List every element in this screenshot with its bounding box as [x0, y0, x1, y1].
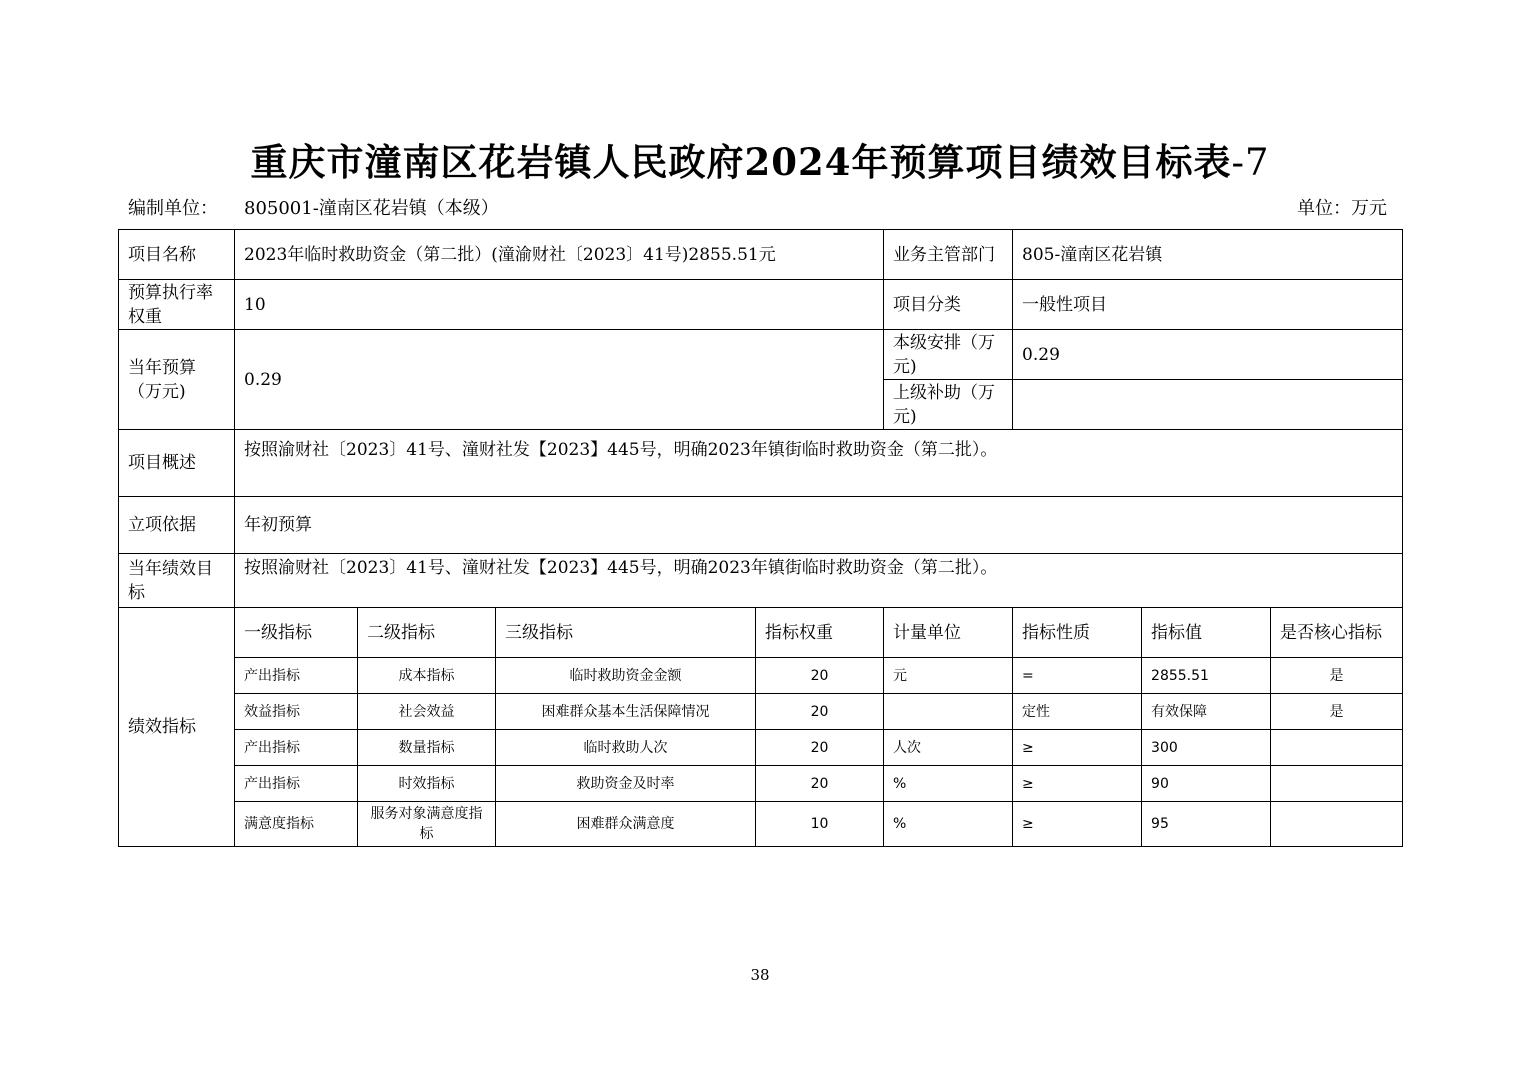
cell-level3: 临时救助人次 — [496, 730, 756, 766]
local-value: 0.29 — [1013, 330, 1403, 380]
cell-level3: 临时救助资金金额 — [496, 658, 756, 694]
header-unit: 计量单位 — [884, 608, 1013, 658]
cell-level3: 困难群众满意度 — [496, 802, 756, 847]
header-weight: 指标权重 — [756, 608, 884, 658]
page-title — [0, 132, 1520, 186]
subsidy-value — [1013, 380, 1403, 430]
cell-nature: ≥ — [1013, 730, 1142, 766]
performance-table — [118, 229, 1403, 847]
category-label: 项目分类 — [884, 280, 1013, 330]
org-line — [128, 194, 499, 220]
cell-level3: 困难群众基本生活保障情况 — [496, 694, 756, 730]
cell-nature: ≥ — [1013, 766, 1142, 802]
budget-label: 当年预算（万元) — [119, 330, 235, 430]
title-main: 重庆市潼南区花岩镇人民政府2024年预算项目绩效目标表 — [250, 140, 1232, 184]
cell-level1: 产出指标 — [235, 766, 358, 802]
cell-level1: 满意度指标 — [235, 802, 358, 847]
goal-value: 按照渝财社〔2023〕41号、潼财社发【2023】445号，明确2023年镇街临时救助资金（第二批）。 — [235, 554, 1403, 608]
table-row — [119, 694, 1403, 730]
org-label: 编制单位： — [128, 198, 218, 219]
page-number: 38 — [750, 966, 770, 984]
header-level1: 一级指标 — [235, 608, 358, 658]
cell-nature: 定性 — [1013, 694, 1142, 730]
project-name-value: 2023年临时救助资金（第二批）(潼渝财社〔2023〕41号)2855.51元 — [235, 230, 884, 280]
cell-level2: 数量指标 — [358, 730, 496, 766]
table-row — [119, 766, 1403, 802]
overview-value: 按照渝财社〔2023〕41号、潼财社发【2023】445号，明确2023年镇街临时救助资金（第二批）。 — [235, 430, 1403, 497]
budget-value: 0.29 — [235, 330, 884, 430]
cell-unit: 元 — [884, 658, 1013, 694]
table-row — [119, 730, 1403, 766]
project-name-label: 项目名称 — [119, 230, 235, 280]
cell-core: 是 — [1271, 658, 1403, 694]
header-nature: 指标性质 — [1013, 608, 1142, 658]
dept-value: 805-潼南区花岩镇 — [1013, 230, 1403, 280]
basis-value: 年初预算 — [235, 497, 1403, 554]
cell-value: 90 — [1142, 766, 1271, 802]
org-value: 805001-潼南区花岩镇（本级） — [244, 198, 499, 219]
cell-level1: 产出指标 — [235, 658, 358, 694]
header-core: 是否核心指标 — [1271, 608, 1403, 658]
overview-label: 项目概述 — [119, 430, 235, 497]
weight-value: 10 — [235, 280, 884, 330]
cell-nature: ≥ — [1013, 802, 1142, 847]
subsidy-label: 上级补助（万元) — [884, 380, 1013, 430]
header-level3: 三级指标 — [496, 608, 756, 658]
unit-label: 单位：万元 — [1297, 198, 1387, 219]
dept-label: 业务主管部门 — [884, 230, 1013, 280]
weight-label: 预算执行率权重 — [119, 280, 235, 330]
cell-weight: 20 — [756, 658, 884, 694]
cell-unit — [884, 694, 1013, 730]
title-suffix: -7 — [1231, 141, 1270, 184]
indicator-section-label: 绩效指标 — [119, 608, 235, 847]
cell-value: 有效保障 — [1142, 694, 1271, 730]
cell-nature: = — [1013, 658, 1142, 694]
cell-level1: 效益指标 — [235, 694, 358, 730]
cell-value: 95 — [1142, 802, 1271, 847]
table-row — [119, 658, 1403, 694]
cell-level1: 产出指标 — [235, 730, 358, 766]
local-label: 本级安排（万元) — [884, 330, 1013, 380]
cell-core — [1271, 730, 1403, 766]
cell-weight: 20 — [756, 730, 884, 766]
header-value: 指标值 — [1142, 608, 1271, 658]
cell-level2: 服务对象满意度指标 — [358, 802, 496, 847]
cell-unit: % — [884, 802, 1013, 847]
category-value: 一般性项目 — [1013, 280, 1403, 330]
basis-label: 立项依据 — [119, 497, 235, 554]
cell-unit: % — [884, 766, 1013, 802]
cell-weight: 10 — [756, 802, 884, 847]
indicator-header-row — [119, 608, 1403, 658]
cell-level2: 时效指标 — [358, 766, 496, 802]
cell-value: 2855.51 — [1142, 658, 1271, 694]
header-level2: 二级指标 — [358, 608, 496, 658]
cell-weight: 20 — [756, 766, 884, 802]
cell-core — [1271, 802, 1403, 847]
cell-level3: 救助资金及时率 — [496, 766, 756, 802]
cell-level2: 社会效益 — [358, 694, 496, 730]
cell-weight: 20 — [756, 694, 884, 730]
cell-core: 是 — [1271, 694, 1403, 730]
goal-label: 当年绩效目标 — [119, 554, 235, 608]
cell-level2: 成本指标 — [358, 658, 496, 694]
table-row — [119, 802, 1403, 847]
cell-unit: 人次 — [884, 730, 1013, 766]
cell-core — [1271, 766, 1403, 802]
cell-value: 300 — [1142, 730, 1271, 766]
